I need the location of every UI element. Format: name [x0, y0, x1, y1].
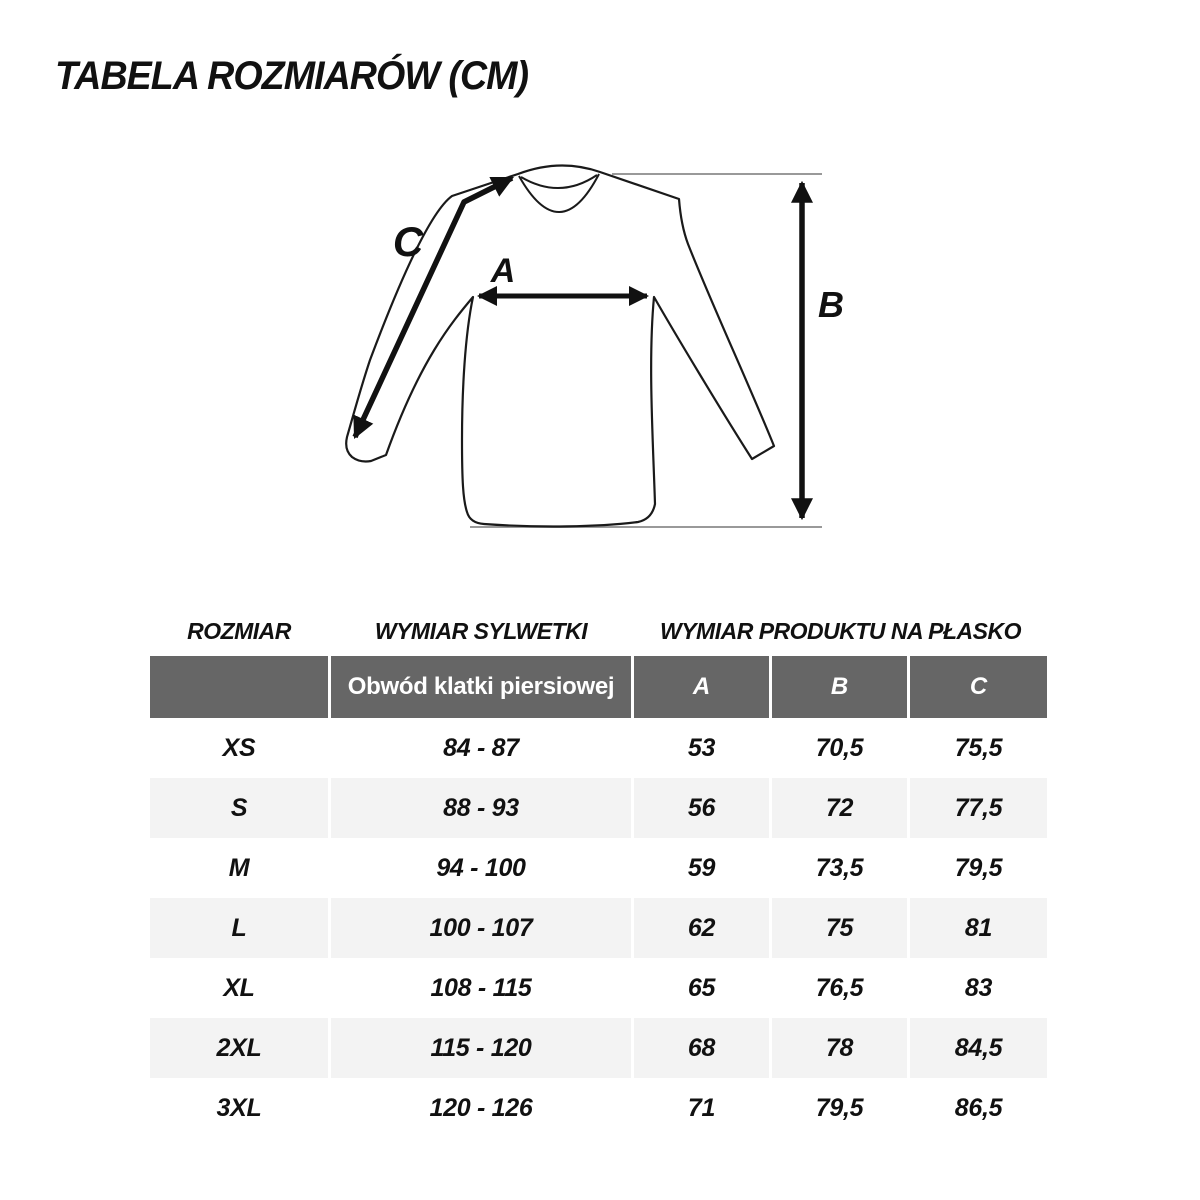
table-row: [150, 958, 1047, 1018]
cell-b: 73,5: [772, 838, 907, 898]
cell-a: 71: [634, 1078, 769, 1138]
cell-size: 3XL: [150, 1078, 328, 1138]
cell-chest: 94 - 100: [331, 838, 631, 898]
cell-c: 75,5: [910, 718, 1047, 778]
table-row: [150, 718, 1047, 778]
column-header-b: B: [772, 656, 907, 718]
shirt-measurement-diagram: [280, 130, 940, 600]
cell-a: 62: [634, 898, 769, 958]
group-header-row: [150, 606, 1047, 656]
cell-b: 78: [772, 1018, 907, 1078]
measure-label-c: C: [392, 218, 424, 265]
cell-c: 83: [910, 958, 1047, 1018]
column-header-c: C: [910, 656, 1047, 718]
cell-c: 86,5: [910, 1078, 1047, 1138]
column-header-a: A: [634, 656, 769, 718]
cell-size: M: [150, 838, 328, 898]
cell-c: 77,5: [910, 778, 1047, 838]
cell-a: 56: [634, 778, 769, 838]
measure-label-b: B: [818, 284, 844, 325]
cell-c: 81: [910, 898, 1047, 958]
cell-size: S: [150, 778, 328, 838]
size-table: [147, 606, 1050, 1138]
group-header-rozmiar: ROZMIAR: [187, 617, 291, 644]
cell-size: 2XL: [150, 1018, 328, 1078]
cell-b: 79,5: [772, 1078, 907, 1138]
column-header-row: [150, 656, 1047, 718]
cell-b: 70,5: [772, 718, 907, 778]
cell-size: L: [150, 898, 328, 958]
cell-b: 75: [772, 898, 907, 958]
cell-b: 72: [772, 778, 907, 838]
cell-chest: 84 - 87: [331, 718, 631, 778]
cell-chest: 115 - 120: [331, 1018, 631, 1078]
cell-c: 84,5: [910, 1018, 1047, 1078]
cell-a: 65: [634, 958, 769, 1018]
table-row: [150, 838, 1047, 898]
cell-size: XS: [150, 718, 328, 778]
cell-size: XL: [150, 958, 328, 1018]
table-row: [150, 778, 1047, 838]
cell-a: 59: [634, 838, 769, 898]
cell-chest: 100 - 107: [331, 898, 631, 958]
cell-a: 68: [634, 1018, 769, 1078]
cell-chest: 88 - 93: [331, 778, 631, 838]
cell-chest: 120 - 126: [331, 1078, 631, 1138]
page-title: TABELA ROZMIARÓW (CM): [55, 54, 529, 98]
table-row: [150, 898, 1047, 958]
table-row: [150, 1078, 1047, 1138]
table-row: [150, 1018, 1047, 1078]
cell-b: 76,5: [772, 958, 907, 1018]
cell-a: 53: [634, 718, 769, 778]
column-header-chest: Obwód klatki piersiowej: [331, 656, 631, 718]
column-header-size: [150, 656, 328, 718]
group-header-sylwetka: WYMIAR SYLWETKI: [374, 617, 588, 644]
group-header-produkt: WYMIAR PRODUKTU NA PŁASKO: [659, 617, 1022, 644]
cell-chest: 108 - 115: [331, 958, 631, 1018]
cell-c: 79,5: [910, 838, 1047, 898]
measure-label-a: A: [490, 252, 516, 290]
